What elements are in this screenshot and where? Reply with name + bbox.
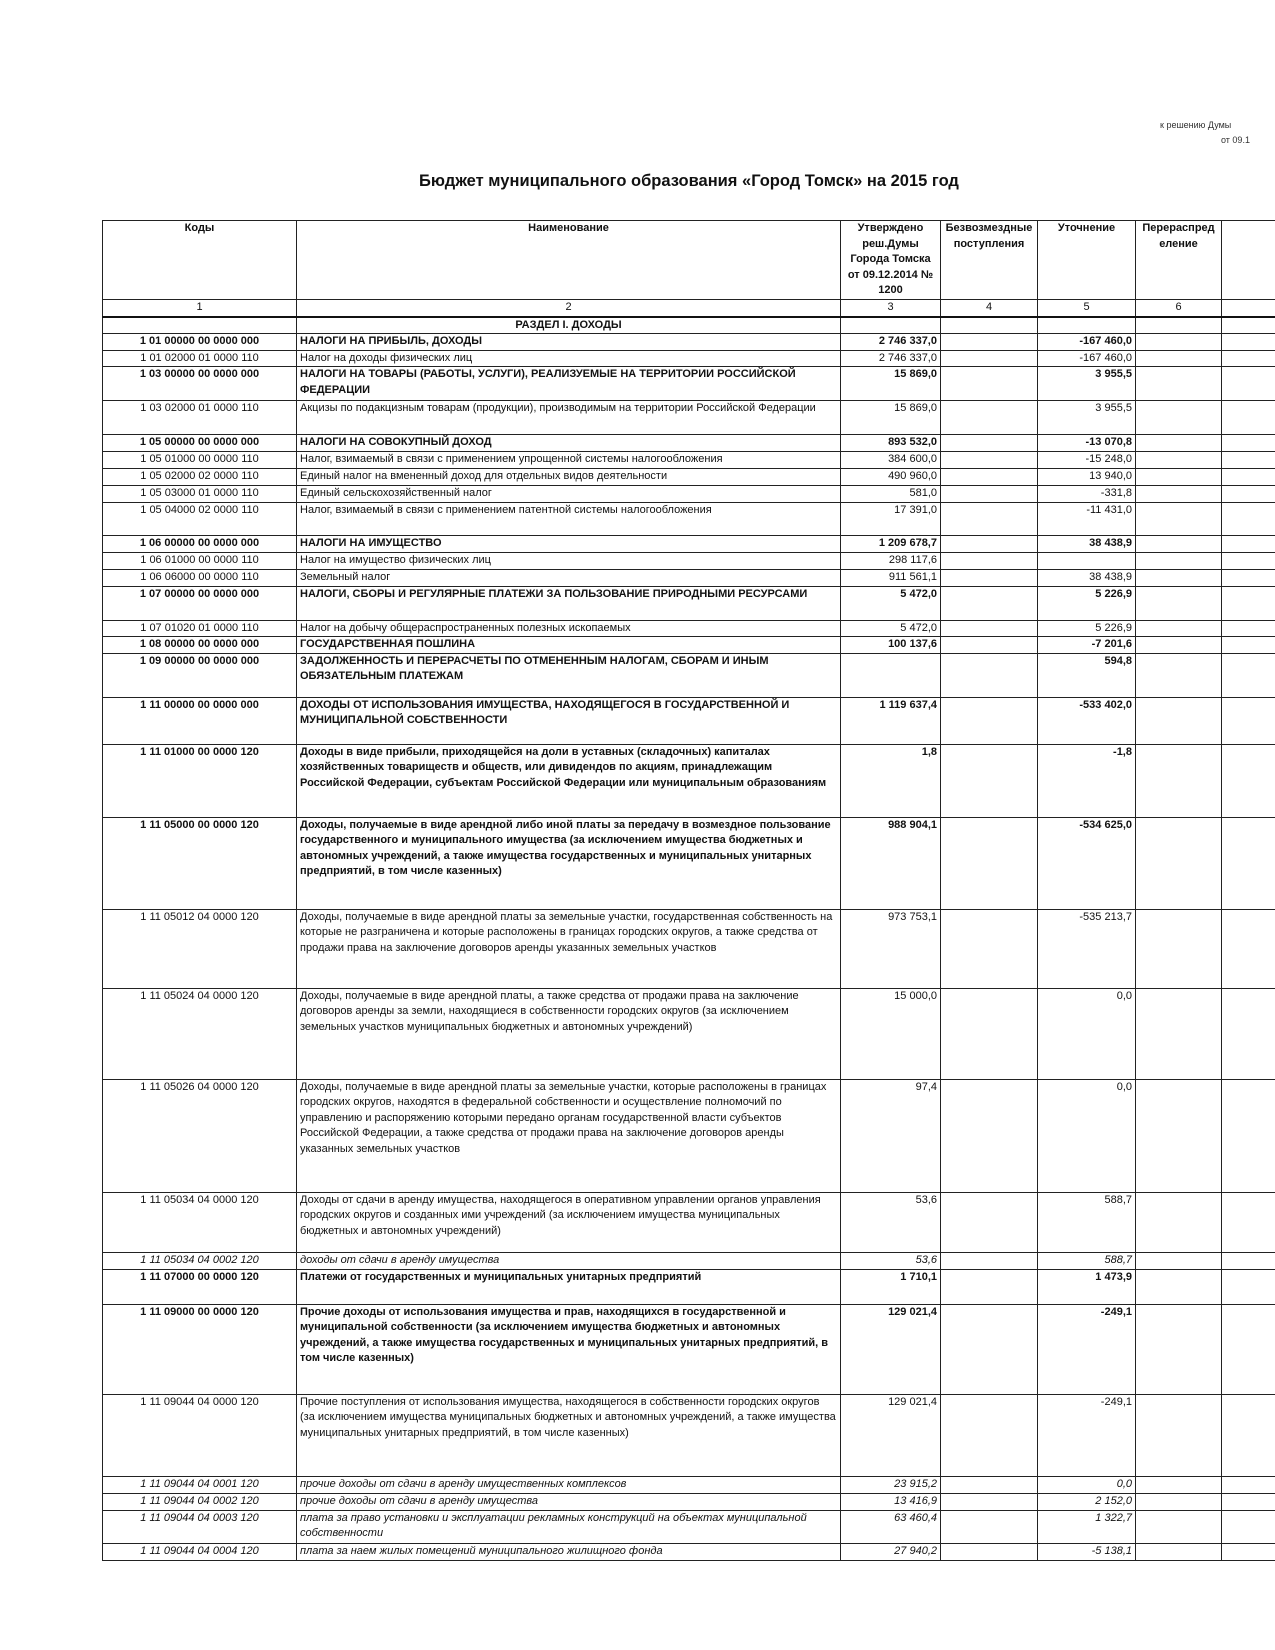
row-extra: [1222, 401, 1275, 435]
table-row: [103, 1493, 1275, 1510]
row-clarification: -533 402,0: [1038, 697, 1136, 744]
row-extra: [1222, 1079, 1275, 1192]
column-number: 4: [941, 300, 1038, 317]
table-row: [103, 1079, 1275, 1192]
row-gratuitous: [941, 468, 1038, 485]
row-gratuitous: [941, 334, 1038, 351]
row-clarification: 588,7: [1038, 1252, 1136, 1269]
column-number: 1: [103, 300, 297, 317]
row-redistribution: [1136, 1192, 1222, 1252]
row-name: Доходы, получаемые в виде арендной либо иной платы за передачу в возмездное пользование государственного и муниципального имущества (за исключением имущества бюджетных и автономных учреждений, а также имущества государственных и муниципальных унитарных предприятий, в том числе казенных): [297, 817, 841, 909]
row-approved: 973 753,1: [841, 909, 941, 988]
row-redistribution: [1136, 653, 1222, 697]
row-clarification: -331,8: [1038, 485, 1136, 502]
row-code: 1 11 09044 04 0001 120: [103, 1476, 297, 1493]
header-name: Наименование: [297, 221, 841, 300]
row-gratuitous: [941, 653, 1038, 697]
row-gratuitous: [941, 1304, 1038, 1394]
row-redistribution: [1136, 817, 1222, 909]
row-code: 1 05 03000 01 0000 110: [103, 485, 297, 502]
row-gratuitous: [941, 1476, 1038, 1493]
row-name: Налог на доходы физических лиц: [297, 350, 841, 367]
row-approved: 581,0: [841, 485, 941, 502]
table-row: [103, 1394, 1275, 1476]
row-code: 1 11 05026 04 0000 120: [103, 1079, 297, 1192]
row-code: 1 05 00000 00 0000 000: [103, 435, 297, 452]
row-approved: 15 000,0: [841, 988, 941, 1079]
section-title: РАЗДЕЛ I. ДОХОДЫ: [297, 317, 841, 334]
table-row: [103, 1510, 1275, 1543]
row-name: Налог, взимаемый в связи с применением упрощенной системы налогообложения: [297, 451, 841, 468]
row-clarification: 0,0: [1038, 988, 1136, 1079]
row-gratuitous: [941, 569, 1038, 586]
row-approved: 1 710,1: [841, 1269, 941, 1304]
row-code: 1 03 02000 01 0000 110: [103, 401, 297, 435]
section-row: [103, 317, 1275, 334]
row-extra: [1222, 435, 1275, 452]
row-name: доходы от сдачи в аренду имущества: [297, 1252, 841, 1269]
row-extra: [1222, 552, 1275, 569]
row-clarification: -167 460,0: [1038, 350, 1136, 367]
row-clarification: -249,1: [1038, 1394, 1136, 1476]
row-redistribution: [1136, 435, 1222, 452]
row-extra: [1222, 1493, 1275, 1510]
row-extra: [1222, 988, 1275, 1079]
row-gratuitous: [941, 401, 1038, 435]
row-approved: [841, 653, 941, 697]
row-gratuitous: [941, 637, 1038, 654]
column-number-empty: [1222, 300, 1275, 317]
row-extra: [1222, 334, 1275, 351]
row-redistribution: [1136, 909, 1222, 988]
row-approved: 23 915,2: [841, 1476, 941, 1493]
row-name: плата за право установки и эксплуатации рекламных конструкций на объектах муниципальной собственности: [297, 1510, 841, 1543]
table-row: [103, 569, 1275, 586]
row-extra: [1222, 653, 1275, 697]
header-row: [103, 221, 1275, 300]
row-clarification: 38 438,9: [1038, 535, 1136, 552]
row-clarification: 38 438,9: [1038, 569, 1136, 586]
document-title: [0, 172, 1275, 191]
row-name: НАЛОГИ НА СОВОКУПНЫЙ ДОХОД: [297, 435, 841, 452]
row-code: 1 11 05024 04 0000 120: [103, 988, 297, 1079]
row-extra: [1222, 1394, 1275, 1476]
row-name: прочие доходы от сдачи в аренду имущественных комплексов: [297, 1476, 841, 1493]
row-approved: 911 561,1: [841, 569, 941, 586]
column-number: 5: [1038, 300, 1136, 317]
column-numbers-row: [103, 300, 1275, 317]
row-extra: [1222, 1192, 1275, 1252]
row-clarification: -13 070,8: [1038, 435, 1136, 452]
document-title-text: Бюджет муниципального образования «Город Томск» на 2015 год: [419, 172, 959, 190]
row-name: Земельный налог: [297, 569, 841, 586]
row-code: 1 11 05034 04 0002 120: [103, 1252, 297, 1269]
row-approved: 53,6: [841, 1192, 941, 1252]
row-name: Налог, взимаемый в связи с применением патентной системы налогообложения: [297, 502, 841, 535]
row-name: Акцизы по подакцизным товарам (продукции), производимым на территории Российской Федерации: [297, 401, 841, 435]
row-clarification: -534 625,0: [1038, 817, 1136, 909]
table-row: [103, 1252, 1275, 1269]
row-approved: 1 209 678,7: [841, 535, 941, 552]
row-redistribution: [1136, 988, 1222, 1079]
row-extra: [1222, 451, 1275, 468]
row-extra: [1222, 468, 1275, 485]
table-row: [103, 1476, 1275, 1493]
row-extra: [1222, 1476, 1275, 1493]
row-clarification: -11 431,0: [1038, 502, 1136, 535]
row-redistribution: [1136, 586, 1222, 620]
row-redistribution: [1136, 1252, 1222, 1269]
row-approved: 129 021,4: [841, 1304, 941, 1394]
row-gratuitous: [941, 350, 1038, 367]
row-extra: [1222, 817, 1275, 909]
row-name: НАЛОГИ НА ИМУЩЕСТВО: [297, 535, 841, 552]
row-approved: 2 746 337,0: [841, 334, 941, 351]
table-row: [103, 620, 1275, 637]
row-code: 1 03 00000 00 0000 000: [103, 367, 297, 401]
row-code: 1 07 01020 01 0000 110: [103, 620, 297, 637]
row-approved: 63 460,4: [841, 1510, 941, 1543]
row-name: ГОСУДАРСТВЕННАЯ ПОШЛИНА: [297, 637, 841, 654]
budget-table: [102, 220, 1275, 1561]
row-redistribution: [1136, 451, 1222, 468]
table-body: [103, 317, 1275, 1561]
row-approved: 15 869,0: [841, 401, 941, 435]
row-extra: [1222, 535, 1275, 552]
table-row: [103, 350, 1275, 367]
row-clarification: -1,8: [1038, 744, 1136, 817]
row-gratuitous: [941, 552, 1038, 569]
row-name: Единый налог на вмененный доход для отдельных видов деятельности: [297, 468, 841, 485]
row-gratuitous: [941, 586, 1038, 620]
row-approved: 988 904,1: [841, 817, 941, 909]
row-redistribution: [1136, 1394, 1222, 1476]
row-gratuitous: [941, 1394, 1038, 1476]
row-clarification: -249,1: [1038, 1304, 1136, 1394]
row-gratuitous: [941, 620, 1038, 637]
row-code: 1 11 01000 00 0000 120: [103, 744, 297, 817]
table-row: [103, 653, 1275, 697]
row-name: прочие доходы от сдачи в аренду имущества: [297, 1493, 841, 1510]
row-extra: [1222, 502, 1275, 535]
row-approved: 893 532,0: [841, 435, 941, 452]
row-approved: 17 391,0: [841, 502, 941, 535]
row-clarification: -167 460,0: [1038, 334, 1136, 351]
row-code: 1 01 00000 00 0000 000: [103, 334, 297, 351]
row-redistribution: [1136, 1493, 1222, 1510]
row-name: ЗАДОЛЖЕННОСТЬ И ПЕРЕРАСЧЕТЫ ПО ОТМЕНЕННЫМ НАЛОГАМ, СБОРАМ И ИНЫМ ОБЯЗАТЕЛЬНЫМ ПЛАТЕЖАМ: [297, 653, 841, 697]
row-clarification: 3 955,5: [1038, 401, 1136, 435]
row-clarification: 1 322,7: [1038, 1510, 1136, 1543]
row-redistribution: [1136, 485, 1222, 502]
row-extra: [1222, 1252, 1275, 1269]
table-row: [103, 451, 1275, 468]
row-clarification: 0,0: [1038, 1079, 1136, 1192]
row-redistribution: [1136, 334, 1222, 351]
column-number: 2: [297, 300, 841, 317]
row-approved: 5 472,0: [841, 586, 941, 620]
row-clarification: -5 138,1: [1038, 1543, 1136, 1560]
table-row: [103, 367, 1275, 401]
row-redistribution: [1136, 637, 1222, 654]
row-redistribution: [1136, 401, 1222, 435]
row-approved: 13 416,9: [841, 1493, 941, 1510]
row-redistribution: [1136, 1510, 1222, 1543]
row-name: Доходы от сдачи в аренду имущества, находящегося в оперативном управлении органов управления городских округов и созданных ими учреждений (за исключением имущества муниципальных бюджетных и автономных учреждений): [297, 1192, 841, 1252]
row-approved: 100 137,6: [841, 637, 941, 654]
row-clarification: [1038, 552, 1136, 569]
row-gratuitous: [941, 535, 1038, 552]
row-code: 1 11 07000 00 0000 120: [103, 1269, 297, 1304]
row-extra: [1222, 485, 1275, 502]
row-redistribution: [1136, 535, 1222, 552]
row-name: НАЛОГИ НА ПРИБЫЛЬ, ДОХОДЫ: [297, 334, 841, 351]
row-gratuitous: [941, 1192, 1038, 1252]
row-code: 1 11 09000 00 0000 120: [103, 1304, 297, 1394]
row-gratuitous: [941, 744, 1038, 817]
row-approved: 490 960,0: [841, 468, 941, 485]
decision-reference-note: [1160, 118, 1275, 148]
row-gratuitous: [941, 1510, 1038, 1543]
row-redistribution: [1136, 367, 1222, 401]
row-redistribution: [1136, 1079, 1222, 1192]
row-name: Доходы, получаемые в виде арендной платы за земельные участки, которые расположены в границах городских округов, находятся в федеральной собственности и осуществление полномочий по управлению и распоряжению которыми передано органам государственной власти субъектов Российской Федерации, а также средства от продажи права на заключение договоров аренды указанных земельных участков: [297, 1079, 841, 1192]
row-clarification: 5 226,9: [1038, 620, 1136, 637]
row-code: 1 05 04000 02 0000 110: [103, 502, 297, 535]
row-gratuitous: [941, 1269, 1038, 1304]
row-clarification: 0,0: [1038, 1476, 1136, 1493]
row-gratuitous: [941, 502, 1038, 535]
table-row: [103, 502, 1275, 535]
row-code: 1 11 00000 00 0000 000: [103, 697, 297, 744]
row-extra: [1222, 637, 1275, 654]
row-gratuitous: [941, 909, 1038, 988]
row-name: НАЛОГИ, СБОРЫ И РЕГУЛЯРНЫЕ ПЛАТЕЖИ ЗА ПОЛЬЗОВАНИЕ ПРИРОДНЫМИ РЕСУРСАМИ: [297, 586, 841, 620]
row-code: 1 11 05012 04 0000 120: [103, 909, 297, 988]
row-approved: 27 940,2: [841, 1543, 941, 1560]
row-code: 1 11 09044 04 0000 120: [103, 1394, 297, 1476]
row-extra: [1222, 620, 1275, 637]
row-clarification: 594,8: [1038, 653, 1136, 697]
table-row: [103, 586, 1275, 620]
row-extra: [1222, 909, 1275, 988]
row-gratuitous: [941, 485, 1038, 502]
header-redistribution: Перераспред еление: [1136, 221, 1222, 300]
table-row: [103, 1192, 1275, 1252]
row-gratuitous: [941, 988, 1038, 1079]
row-clarification: 5 226,9: [1038, 586, 1136, 620]
row-clarification: 13 940,0: [1038, 468, 1136, 485]
row-code: 1 11 09044 04 0004 120: [103, 1543, 297, 1560]
row-extra: [1222, 1269, 1275, 1304]
row-clarification: -15 248,0: [1038, 451, 1136, 468]
row-redistribution: [1136, 468, 1222, 485]
row-gratuitous: [941, 435, 1038, 452]
header-approved: Утверждено реш.Думы Города Томска от 09.12.2014 № 1200: [841, 221, 941, 300]
row-redistribution: [1136, 1269, 1222, 1304]
header-code: Коды: [103, 221, 297, 300]
table-row: [103, 637, 1275, 654]
table-row: [103, 817, 1275, 909]
row-name: Прочие поступления от использования имущества, находящегося в собственности городских округов (за исключением имущества муниципальных бюджетных и автономных учреждений, а также имущества муниципальных унитарных предприятий, в том числе казенных): [297, 1394, 841, 1476]
header-clarification: Уточнение: [1038, 221, 1136, 300]
row-approved: 2 746 337,0: [841, 350, 941, 367]
row-code: 1 05 01000 00 0000 110: [103, 451, 297, 468]
row-extra: [1222, 744, 1275, 817]
column-number: 6: [1136, 300, 1222, 317]
table-row: [103, 468, 1275, 485]
header-extra: [1222, 221, 1275, 300]
table-row: [103, 988, 1275, 1079]
row-code: 1 05 02000 02 0000 110: [103, 468, 297, 485]
row-gratuitous: [941, 1493, 1038, 1510]
row-code: 1 09 00000 00 0000 000: [103, 653, 297, 697]
row-name: Платежи от государственных и муниципальных унитарных предприятий: [297, 1269, 841, 1304]
row-extra: [1222, 1304, 1275, 1394]
row-approved: 1,8: [841, 744, 941, 817]
row-redistribution: [1136, 1543, 1222, 1560]
decision-reference-line2: от 09.1: [1221, 135, 1250, 145]
row-code: 1 11 05000 00 0000 120: [103, 817, 297, 909]
row-redistribution: [1136, 1304, 1222, 1394]
table-row: [103, 1543, 1275, 1560]
row-code: 1 01 02000 01 0000 110: [103, 350, 297, 367]
table-row: [103, 485, 1275, 502]
header-gratuitous: Безвозмездные поступления: [941, 221, 1038, 300]
table-row: [103, 1304, 1275, 1394]
row-code: 1 11 09044 04 0002 120: [103, 1493, 297, 1510]
row-name: Прочие доходы от использования имущества и прав, находящихся в государственной и муниципальной собственности (за исключением имущества бюджетных и автономных учреждений, а также имущества государственных и муниципальных унитарных предприятий, в том числе казенных): [297, 1304, 841, 1394]
row-approved: 129 021,4: [841, 1394, 941, 1476]
row-redistribution: [1136, 1476, 1222, 1493]
row-clarification: 3 955,5: [1038, 367, 1136, 401]
row-code: 1 11 09044 04 0003 120: [103, 1510, 297, 1543]
row-name: Налог на имущество физических лиц: [297, 552, 841, 569]
row-gratuitous: [941, 817, 1038, 909]
row-name: Доходы, получаемые в виде арендной платы за земельные участки, государственная собственность на которые не разграничена и которые расположены в границах городских округов, а также средства от продажи права на заключение договоров аренды указанных земельных участков: [297, 909, 841, 988]
table-row: [103, 1269, 1275, 1304]
row-extra: [1222, 367, 1275, 401]
row-gratuitous: [941, 1079, 1038, 1192]
row-gratuitous: [941, 697, 1038, 744]
row-name: плата за наем жилых помещений муниципального жилищного фонда: [297, 1543, 841, 1560]
row-redistribution: [1136, 569, 1222, 586]
row-code: 1 06 01000 00 0000 110: [103, 552, 297, 569]
row-clarification: 2 152,0: [1038, 1493, 1136, 1510]
row-extra: [1222, 697, 1275, 744]
row-clarification: -535 213,7: [1038, 909, 1136, 988]
row-approved: 298 117,6: [841, 552, 941, 569]
table-row: [103, 744, 1275, 817]
row-extra: [1222, 1510, 1275, 1543]
row-name: Доходы, получаемые в виде арендной платы, а также средства от продажи права на заключение договоров аренды за земли, находящиеся в собственности городских округов (за исключением земельных участков муниципальных бюджетных и автономных учреждений): [297, 988, 841, 1079]
table-row: [103, 334, 1275, 351]
row-redistribution: [1136, 620, 1222, 637]
row-extra: [1222, 1543, 1275, 1560]
row-approved: 15 869,0: [841, 367, 941, 401]
row-clarification: -7 201,6: [1038, 637, 1136, 654]
row-approved: 97,4: [841, 1079, 941, 1192]
table-row: [103, 697, 1275, 744]
row-name: Единый сельскохозяйственный налог: [297, 485, 841, 502]
row-gratuitous: [941, 1543, 1038, 1560]
row-clarification: 1 473,9: [1038, 1269, 1136, 1304]
row-code: 1 08 00000 00 0000 000: [103, 637, 297, 654]
row-extra: [1222, 569, 1275, 586]
row-redistribution: [1136, 552, 1222, 569]
row-code: 1 06 00000 00 0000 000: [103, 535, 297, 552]
row-name: НАЛОГИ НА ТОВАРЫ (РАБОТЫ, УСЛУГИ), РЕАЛИЗУЕМЫЕ НА ТЕРРИТОРИИ РОССИЙСКОЙ ФЕДЕРАЦИИ: [297, 367, 841, 401]
table-row: [103, 435, 1275, 452]
row-redistribution: [1136, 697, 1222, 744]
row-redistribution: [1136, 744, 1222, 817]
table-row: [103, 401, 1275, 435]
row-approved: 1 119 637,4: [841, 697, 941, 744]
row-gratuitous: [941, 367, 1038, 401]
row-extra: [1222, 586, 1275, 620]
decision-reference-line1: к решению Думы: [1160, 120, 1232, 130]
table-row: [103, 535, 1275, 552]
row-approved: 384 600,0: [841, 451, 941, 468]
row-clarification: 588,7: [1038, 1192, 1136, 1252]
row-approved: 5 472,0: [841, 620, 941, 637]
row-gratuitous: [941, 451, 1038, 468]
row-redistribution: [1136, 502, 1222, 535]
row-name: Налог на добычу общераспространенных полезных ископаемых: [297, 620, 841, 637]
row-redistribution: [1136, 350, 1222, 367]
row-code: 1 06 06000 00 0000 110: [103, 569, 297, 586]
column-number: 3: [841, 300, 941, 317]
row-code: 1 11 05034 04 0000 120: [103, 1192, 297, 1252]
row-name: ДОХОДЫ ОТ ИСПОЛЬЗОВАНИЯ ИМУЩЕСТВА, НАХОДЯЩЕГОСЯ В ГОСУДАРСТВЕННОЙ И МУНИЦИПАЛЬНОЙ СОБСТВЕННОСТИ: [297, 697, 841, 744]
row-gratuitous: [941, 1252, 1038, 1269]
table-row: [103, 552, 1275, 569]
row-name: Доходы в виде прибыли, приходящейся на доли в уставных (складочных) капиталах хозяйственных товариществ и обществ, или дивидендов по акциям, принадлежащим Российской Федерации, субъектам Российской Федерации или муниципальным образованиям: [297, 744, 841, 817]
table-row: [103, 909, 1275, 988]
row-code: 1 07 00000 00 0000 000: [103, 586, 297, 620]
row-approved: 53,6: [841, 1252, 941, 1269]
row-extra: [1222, 350, 1275, 367]
